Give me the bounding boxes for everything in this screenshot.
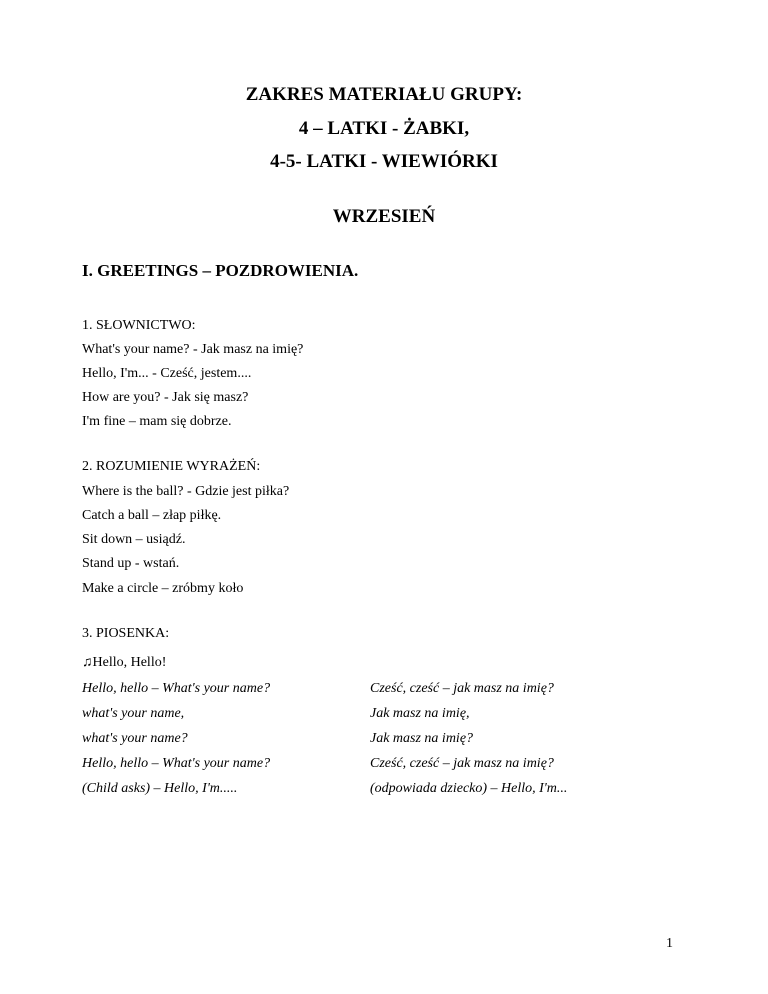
vocab-line: Hello, I'm... - Cześć, jestem.... xyxy=(82,366,252,381)
doc-title-line-3: 4-5- LATKI - WIEWIÓRKI xyxy=(270,151,498,172)
music-note-icon: ♫ xyxy=(82,655,93,670)
phrase-line: Make a circle – zróbmy koło xyxy=(82,581,244,596)
section-heading: I. GREETINGS – POZDROWIENIA. xyxy=(82,261,359,280)
month-heading: WRZESIEŃ xyxy=(332,206,436,227)
doc-title-line-1: ZAKRES MATERIAŁU GRUPY: xyxy=(245,84,523,105)
song-line-english: what's your name? xyxy=(82,731,188,746)
song-line-english: Hello, hello – What's your name? xyxy=(82,681,271,696)
vocab-line: I'm fine – mam się dobrze. xyxy=(82,414,232,429)
phrase-line: Catch a ball – złap piłkę. xyxy=(82,508,222,523)
vocab-heading: 1. SŁOWNICTWO: xyxy=(82,318,196,333)
phrases-heading: 2. ROZUMIENIE WYRAŻEŃ: xyxy=(82,459,261,474)
song-line-polish: Jak masz na imię, xyxy=(370,706,470,721)
song-line-polish: Cześć, cześć – jak masz na imię? xyxy=(370,681,554,696)
phrase-line: Sit down – usiądź. xyxy=(82,532,186,547)
song-title: ♫Hello, Hello! xyxy=(82,655,167,670)
song-line-english: Hello, hello – What's your name? xyxy=(82,756,271,771)
phrase-line: Where is the ball? - Gdzie jest piłka? xyxy=(82,484,290,499)
phrase-line: Stand up - wstań. xyxy=(82,556,180,571)
song-line-english: (Child asks) – Hello, I'm..... xyxy=(82,781,238,796)
song-line-english: what's your name, xyxy=(82,706,185,721)
doc-title-line-2: 4 – LATKI - ŻABKI, xyxy=(298,118,470,139)
page-number: 1 xyxy=(666,936,673,951)
song-line-polish: Jak masz na imię? xyxy=(370,731,474,746)
song-line-polish: Cześć, cześć – jak masz na imię? xyxy=(370,756,554,771)
vocab-line: How are you? - Jak się masz? xyxy=(82,390,249,405)
song-line-polish: (odpowiada dziecko) – Hello, I'm... xyxy=(370,781,568,796)
vocab-line: What's your name? - Jak masz na imię? xyxy=(82,342,304,357)
song-heading: 3. PIOSENKA: xyxy=(82,626,170,641)
